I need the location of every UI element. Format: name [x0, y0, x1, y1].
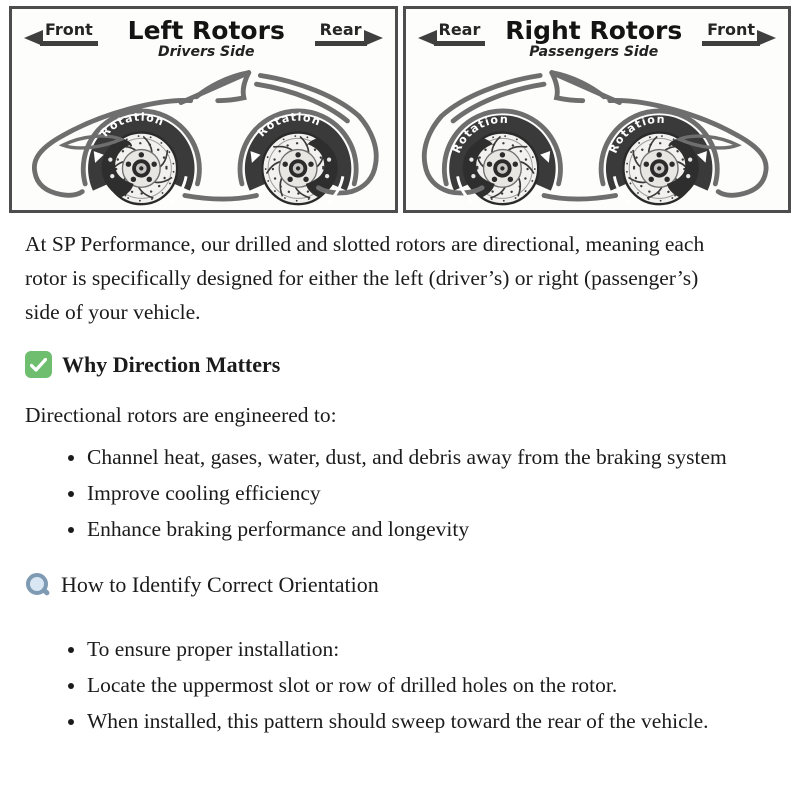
list-item: • Locate the uppermost slot or row of drilled holes on the rotor.	[87, 668, 775, 702]
direction-label: Rear	[315, 21, 367, 46]
direction-label: Front	[702, 21, 760, 46]
benefits-list	[25, 440, 775, 546]
rear-direction-arrow	[315, 21, 383, 46]
check-mark-icon	[25, 351, 52, 378]
left-rotors-panel	[9, 6, 398, 213]
left-panel-header	[12, 9, 395, 60]
rotation-label: Rotation	[606, 112, 666, 156]
list-item: • Channel heat, gases, water, dust, and debris away from the braking system	[87, 440, 775, 474]
panel-title: Left Rotors	[127, 16, 285, 45]
heading-text: How to Identify Correct Orientation	[61, 572, 379, 597]
right-car-illustration	[406, 60, 789, 210]
left-car-illustration	[12, 60, 395, 210]
direction-label: Front	[40, 21, 98, 46]
list-item: • Improve cooling efficiency	[87, 476, 775, 510]
section-heading-identify-orientation	[25, 572, 775, 598]
rotation-label: Rotation	[449, 112, 509, 156]
rear-direction-arrow	[418, 21, 486, 46]
panel-title: Right Rotors	[505, 16, 683, 45]
list-item: • When installed, this pattern should sweep toward the rear of the vehicle.	[87, 704, 775, 738]
list-item: • To ensure proper installation:	[87, 632, 775, 666]
front-direction-arrow	[24, 21, 98, 46]
orientation-steps-list	[25, 632, 775, 738]
intro-paragraph: At SP Performance, our drilled and slotted rotors are directional, meaning each rotor is specifically designed for either the left (driver’s) or right (passenger’s) side of your vehicle.	[25, 232, 705, 324]
heading-text: Why Direction Matters	[62, 351, 281, 377]
rotor-direction-diagram	[9, 6, 791, 213]
magnifying-glass-icon	[25, 572, 51, 598]
arrow-right-icon	[757, 30, 776, 46]
panel-subtitle: Drivers Side	[158, 44, 255, 60]
panel-subtitle: Passengers Side	[529, 44, 659, 60]
right-rotors-panel	[403, 6, 792, 213]
rotation-label: Rotation	[98, 110, 167, 140]
section-heading-why-direction-matters	[25, 351, 775, 378]
right-panel-header	[406, 9, 789, 60]
list-item: • Enhance braking performance and longevity	[87, 512, 775, 546]
direction-label: Rear	[434, 21, 486, 46]
article-body	[0, 213, 800, 738]
rotation-label: Rotation	[254, 110, 324, 140]
front-direction-arrow	[702, 21, 776, 46]
lead-sentence: Directional rotors are engineered to:	[25, 403, 337, 427]
arrow-right-icon	[364, 30, 383, 46]
